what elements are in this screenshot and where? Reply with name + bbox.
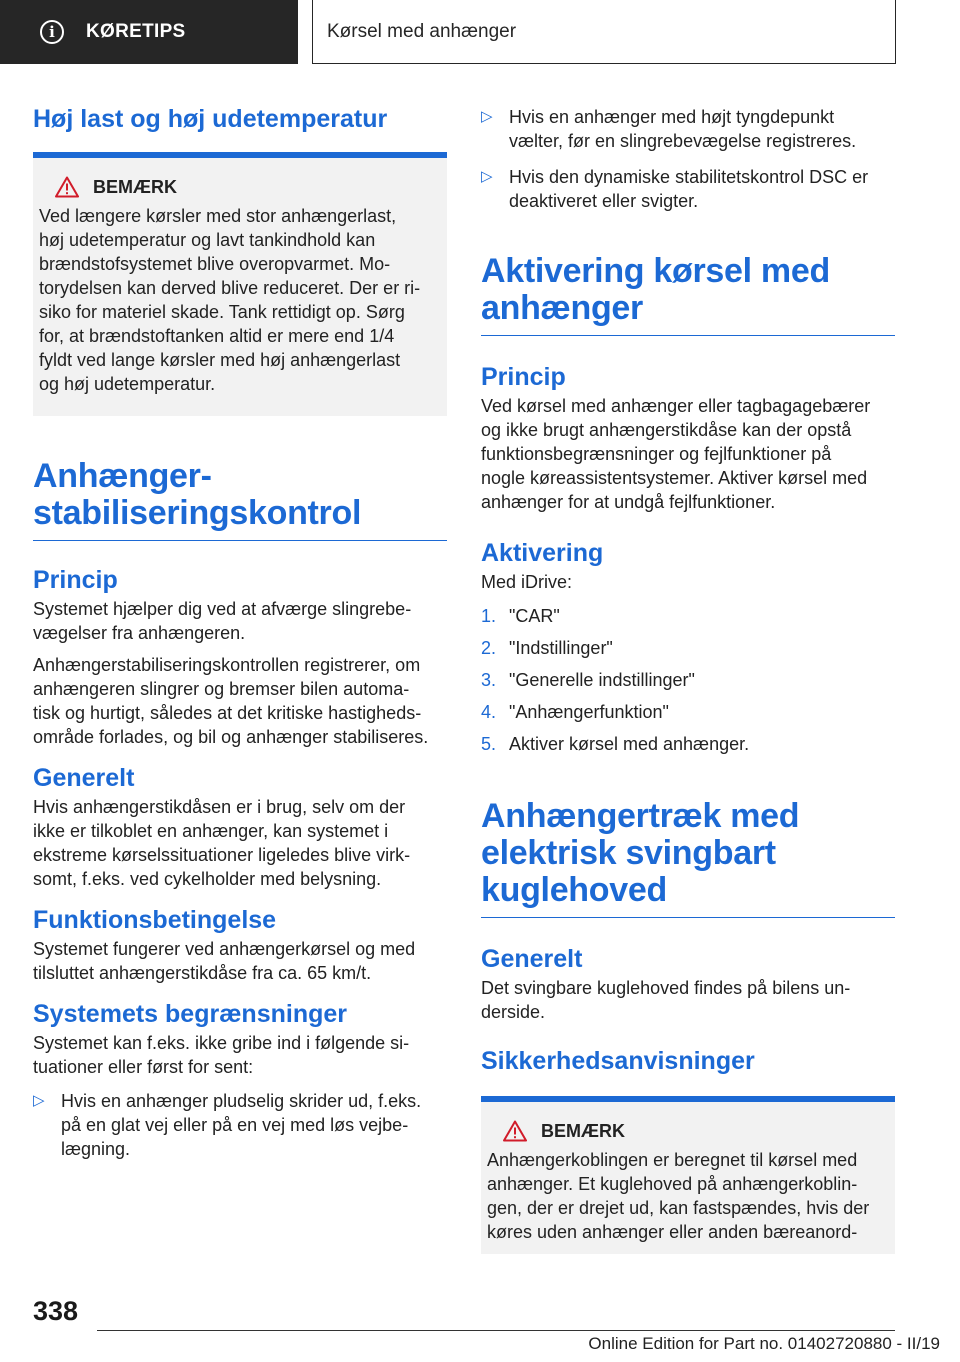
heading-function-condition: Funktionsbetingelse xyxy=(33,906,277,934)
paragraph: Ved kørsel med anhænger eller tagbagagebærer og ikke brugt anhængerstikdåse kan der opstå funktionsbegrænsninger og fejlfunktioner på nogle køreassistentsystemer. Aktiver kørsel med anhænger for at undgå fejlfunktioner. xyxy=(481,396,871,512)
page-number: 338 xyxy=(33,1296,79,1326)
heading-limitations: Systemets begrænsninger xyxy=(33,1000,347,1028)
warning-triangle-icon xyxy=(55,176,79,198)
heading-general: Generelt xyxy=(481,945,583,973)
heading-principle: Princip xyxy=(481,363,566,391)
header-category: KØRETIPS xyxy=(86,21,186,42)
heading-trailer-stability: Anhænger- stabiliseringskontrol xyxy=(33,457,362,532)
list-item: 4. "Anhængerfunktion" xyxy=(481,702,669,722)
list-item: 1. "CAR" xyxy=(481,606,560,626)
paragraph: Systemet fungerer ved anhængerkørsel og med tilsluttet anhængerstikdåse fra ca. 65 km/t. xyxy=(33,939,416,983)
paragraph: Det svingbare kuglehoved findes på bilens un- derside. xyxy=(481,978,851,1022)
warning-label: BEMÆRK xyxy=(93,176,177,197)
warning-text: Anhængerkoblingen er beregnet til kørsel med anhænger. Et kuglehoved på anhængerkoblin- gen, der er drejet ud, kan fastspændes, hvis der køres uden anhænger eller anden bæreanord- xyxy=(487,1150,870,1242)
section-divider xyxy=(481,335,895,336)
triangle-bullet-icon: ▷ xyxy=(481,108,493,125)
section-divider xyxy=(481,917,895,918)
list-item: ▷ Hvis en anhænger pludselig skrider ud, f.eks. på en glat vej eller på en vej med løs vejbe- lægning. xyxy=(33,1091,422,1159)
heading-general: Generelt xyxy=(33,764,135,792)
footer-divider xyxy=(97,1330,895,1331)
list-item: 2. "Indstillinger" xyxy=(481,638,613,658)
paragraph: Anhængerstabiliseringskontrollen registrerer, om anhængeren slingrer og bremser bilen automa- tisk og hurtigt, således at det kritiske hastigheds- område forlades, og bil og anhænger stabiliseres. xyxy=(33,655,429,747)
paragraph: Systemet kan f.eks. ikke gribe ind i følgende si- tuationer eller først for sent: xyxy=(33,1033,410,1077)
heading-principle: Princip xyxy=(33,566,118,594)
triangle-bullet-icon: ▷ xyxy=(481,168,493,185)
section-divider xyxy=(33,540,447,541)
warning-label: BEMÆRK xyxy=(541,1120,625,1141)
edition-text: Online Edition for Part no. 01402720880 - II/19 xyxy=(588,1334,940,1353)
heading-safety: Sikkerhedsanvisninger xyxy=(481,1047,755,1075)
heading-high-load: Høj last og høj udetemperatur xyxy=(33,105,388,133)
heading-activation: Aktivering xyxy=(481,539,604,567)
list-item: 5. Aktiver kørsel med anhænger. xyxy=(481,734,750,754)
paragraph: Systemet hjælper dig ved at afværge slingrebe- vægelser fra anhængeren. xyxy=(33,599,412,643)
left-column xyxy=(33,96,447,1161)
paragraph: Hvis anhængerstikdåsen er i brug, selv om der ikke er tilkoblet en anhænger, kan systemet i ekstreme kørselssituationer ligeledes blive virk- somt, f.eks. ved cykelholder med belysning. xyxy=(33,797,411,889)
triangle-bullet-icon: ▷ xyxy=(33,1092,45,1109)
header-category-bar xyxy=(0,0,298,64)
right-column xyxy=(481,96,895,1254)
heading-activate-trailer-mode: Aktivering kørsel med anhænger xyxy=(481,252,830,327)
header-title: Kørsel med anhænger xyxy=(327,20,517,42)
activation-steps xyxy=(481,604,895,756)
warning-box xyxy=(481,1096,895,1254)
list-item: 3. "Generelle indstillinger" xyxy=(481,670,695,690)
warning-text: Ved længere kørsler med stor anhængerlast, høj udetemperatur og lavt tankindhold kan brændstofsystemet blive overopvarmet. Mo- torydelsen kan derved blive reduceret. Der er ri- siko for materiel skade. Tank rettidigt op. Sørg for, at brændstoftanken altid er mere end 1/4 fyldt ved lange kørsler med høj anhængerlast og høj udetemperatur. xyxy=(39,206,421,394)
list-item: ▷ Hvis en anhænger med højt tyngdepunkt vælter, før en slingrebevægelse registreres. xyxy=(481,107,857,151)
header-title-bar xyxy=(312,0,896,64)
warning-box xyxy=(33,152,447,416)
activation-intro: Med iDrive: xyxy=(481,572,573,592)
info-icon: i xyxy=(40,20,64,44)
warning-triangle-icon xyxy=(503,1120,527,1142)
heading-trailer-hitch: Anhængertræk med elektrisk svingbart kuglehoved xyxy=(481,797,800,909)
list-item: ▷ Hvis den dynamiske stabilitetskontrol DSC er deaktiveret eller svigter. xyxy=(481,167,869,211)
